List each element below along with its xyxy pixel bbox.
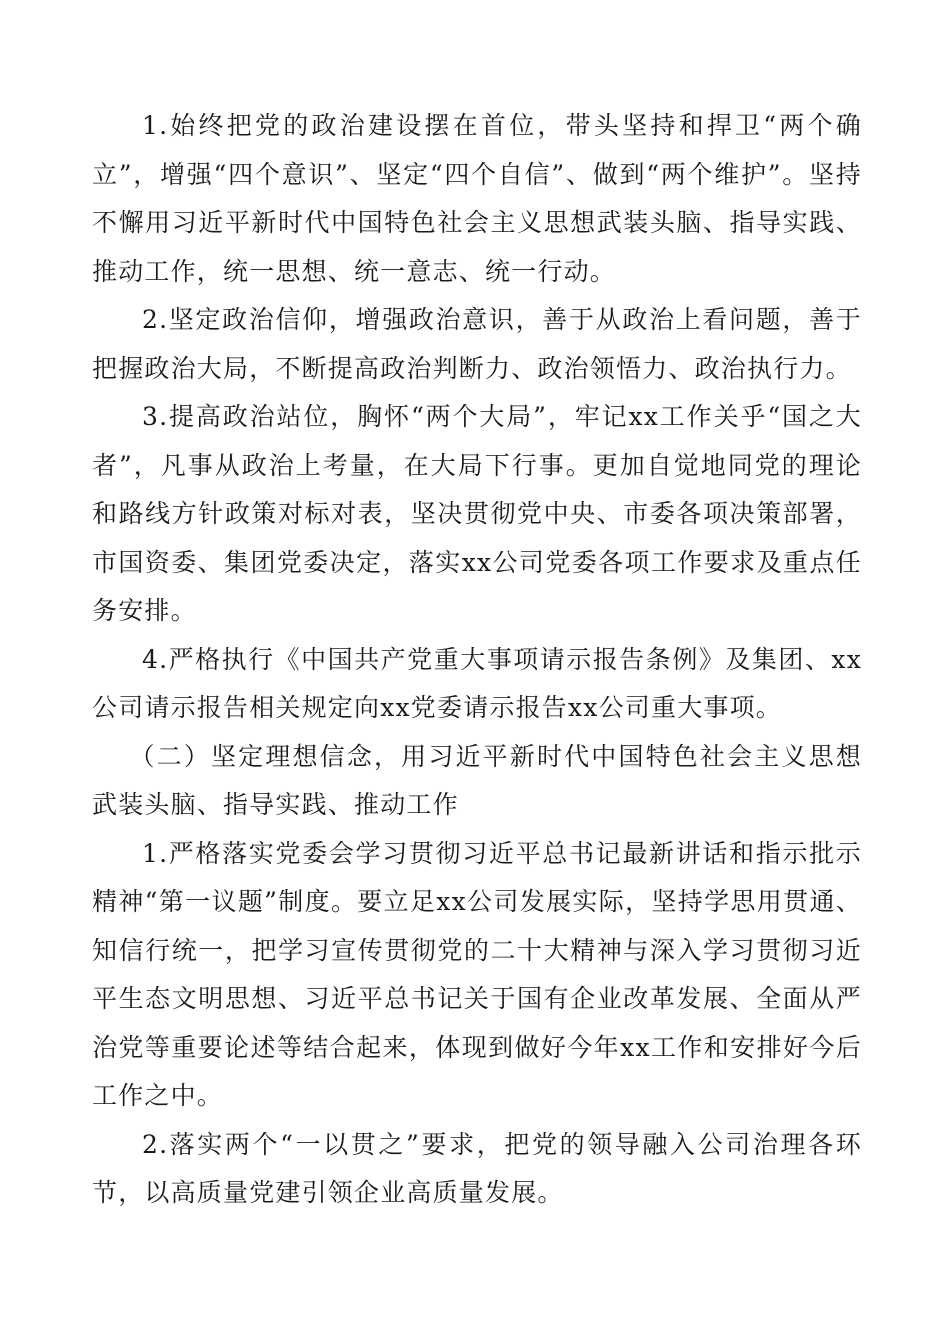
- section-heading: （二）坚定理想信念，用习近平新时代中国特色社会主义思想武装头脑、指导实践、推动工作: [92, 741, 862, 819]
- paragraph-5: 1.严格落实党委会学习贯彻习近平总书记最新讲话和指示批示精神“第一议题”制度。要立足xx公司发展实际，坚持学思用贯通、知信行统一，把学习宣传贯彻党的二十大精神与深入学习贯彻习近平生态文明思想、习近平总书记关于国有企业改革发展、全面从严治党等重要论述等结合起来，体现到做好今年xx工作和安排好今后工作之中。: [92, 838, 862, 1110]
- paragraph-2: 2.坚定政治信仰，增强政治意识，善于从政治上看问题，善于把握政治大局，不断提高政治判断力、政治领悟力、政治执行力。: [92, 305, 862, 383]
- paragraph-1: 1.始终把党的政治建设摆在首位，带头坚持和捍卫“两个确立”，增强“四个意识”、坚定“四个自信”、做到“两个维护”。坚持不懈用习近平新时代中国特色社会主义思想武装头脑、指导实践、推动工作，统一思想、统一意志、统一行动。: [92, 111, 862, 286]
- paragraph-4: 4.严格执行《中国共产党重大事项请示报告条例》及集团、xx公司请示报告相关规定向xx党委请示报告xx公司重大事项。: [92, 644, 862, 722]
- paragraph-6: 2.落实两个“一以贯之”要求，把党的领导融入公司治理各环节，以高质量党建引领企业高质量发展。: [92, 1129, 862, 1207]
- document-body: [92, 102, 862, 1218]
- paragraph-3: 3.提高政治站位，胸怀“两个大局”，牢记xx工作关乎“国之大者”，凡事从政治上考量，在大局下行事。更加自觉地同党的理论和路线方针政策对标对表，坚决贯彻党中央、市委各项决策部署，市国资委、集团党委决定，落实xx公司党委各项工作要求及重点任务安排。: [92, 402, 862, 625]
